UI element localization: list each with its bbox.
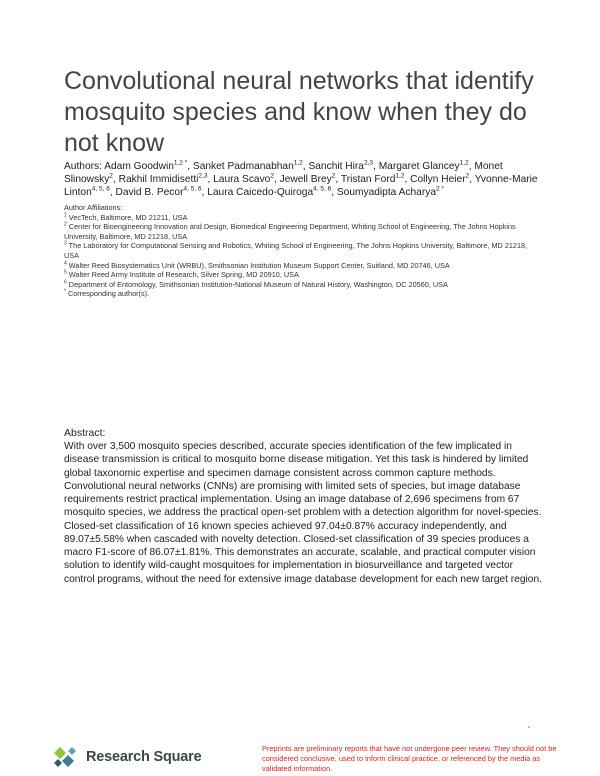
affiliations-block — [64, 203, 544, 299]
research-square-logo[interactable] — [52, 744, 201, 770]
author-name: Monet Slinowsky — [64, 161, 503, 186]
author-name: Rakhil Immidisetti — [118, 174, 199, 186]
affiliation-item — [64, 261, 544, 271]
affiliation-marker: * — [64, 288, 66, 295]
author-affiliation-marker: 1,2 — [293, 159, 303, 167]
affiliation-text: Department of Entomology, Smithsonian Institution-National Museum of Natural History, Washington, DC 20560, USA — [66, 279, 448, 289]
affiliation-item — [64, 280, 544, 290]
author-affiliation-marker: 1,2 * — [173, 159, 188, 167]
affiliation-marker: 1 — [64, 212, 67, 219]
affiliation-item — [64, 222, 544, 241]
author-name: Sanket Padmanabhan — [192, 161, 294, 172]
abstract-text: With over 3,500 mosquito species described, accurate species identification of the few implicated in disease transmission is critical to mosquito borne disease mitigation. Yet this task is hindered by limited global taxonomic expertise and specimen damage consistent across common capture methods. Convolutional neural networks (CNNs) are promising with limited sets of species, but image database requirements restrict practical implementation. Using an image database of 2,696 specimens from 67 mosquito species, we address the practical open-set problem with a detection algorithm for novel-species. Closed-set classification of 16 known species achieved 97.04±0.87% accuracy independently, and 89.07±5.58% when cascaded with novelty detection. Closed-set classification of 39 species produces a macro F1-score of 86.07±1.81%. This demonstrates an accurate, scalable, and practical computer vision solution to identify wild-caught mosquitoes for implementation in biosurveillance and targeted vector control programs, without the need for extensive image database development for each new target region. — [64, 441, 542, 585]
author-name: Laura Caicedo-Quiroga — [207, 187, 314, 199]
author-affiliation-marker: 2,3 — [198, 172, 208, 180]
author-affiliation-marker: 2 — [331, 172, 336, 180]
author-name: Laura Scavo — [213, 174, 271, 186]
author-name: Adam Goodwin — [104, 161, 174, 172]
affiliations-heading: Author Affiliations: — [64, 203, 123, 212]
author-affiliation-marker: 2,3 — [363, 159, 374, 167]
affiliation-text: Walter Reed Army Institute of Research, Silver Spring, MD 20910, USA — [66, 270, 299, 280]
affiliation-item — [64, 213, 544, 223]
page-mark — [528, 726, 530, 728]
affiliation-marker: 3 — [64, 240, 67, 247]
affiliation-text: Corresponding author(s). — [65, 289, 150, 299]
author-name: David B. Pecor — [115, 187, 184, 199]
author-name: Yvonne-Marie Linton — [64, 174, 538, 199]
author-affiliation-marker: 1,2 — [395, 172, 405, 180]
affiliation-marker: 2 — [64, 221, 67, 228]
author-affiliation-marker: 2 — [465, 172, 470, 180]
authors-label: Authors: — [64, 161, 105, 172]
author-name: Sanchit Hira — [308, 161, 364, 172]
author-name: Margaret Glancey — [378, 161, 460, 172]
author-affiliation-marker: 1,2 — [459, 159, 469, 167]
affiliation-text: Walter Reed Biosystematics Unit (WRBU), Smithsonian Institution Museum Support Center, Suitland, MD 20746, USA — [66, 260, 450, 270]
author-affiliation-marker: 2 * — [435, 186, 444, 194]
logo-text: Research Square — [86, 749, 202, 765]
author-name: Soumyadipta Acharya — [336, 187, 436, 199]
author-name: Jewell Brey — [279, 174, 332, 186]
author-list: Authors: Adam Goodwin$^{1,2 *}$, Sanket Padmanabhan$^{1,2}$, Sanchit Hira$^{2,3}$, Margaret Glancey$^{1,2}$, Monet Slinowsky$^2$, Rakhil Immidisetti$^{2,3}$, Laura Scavo$^2$, Jewell Brey$^2$, Tristan Ford$^{1,2}$, Collyn Heier$^2$, Yvonne-Marie Linton$^{4, 5, 6}$, David B. Pecor$^{4, 5, 6}$, Laura Caicedo-Quiroga$^{4, 5, 6}$, Soumyadipta Acharya$^{2 *}$ — [64, 159, 538, 199]
affiliation-marker: 4 — [64, 260, 67, 267]
author-name: Collyn Heier — [410, 174, 466, 186]
author-affiliation-marker: 4, 5, 6 — [183, 186, 202, 194]
preprint-notice: Preprints are preliminary reports that have not undergone peer review. They should not be considered conclusive, used to inform clinical practice, or referenced by the media as validated information. — [262, 744, 557, 773]
affiliation-marker: 6 — [64, 279, 67, 286]
affiliation-text: Center for Bioengineering Innovation and Design, Biomedical Engineering Department, Whiting School of Engineering, The Johns Hopkins University, Baltimore, MD 21218, USA — [64, 222, 516, 241]
affiliation-item — [64, 241, 544, 260]
author-affiliation-marker: 2 — [109, 172, 113, 180]
research-square-logo-icon — [52, 744, 80, 770]
author-affiliation-marker: 4, 5, 6 — [313, 186, 332, 194]
author-affiliation-marker: 2 — [270, 172, 274, 180]
affiliation-text: VecTech, Baltimore, MD 21211, USA — [66, 212, 188, 222]
affiliation-item — [64, 289, 544, 299]
affiliation-text: The Laboratory for Computational Sensing and Robotics, Whiting School of Engineering, The Johns Hopkins University, Baltimore, MD 21218, USA — [64, 241, 528, 260]
author-affiliation-marker: 4, 5, 6 — [91, 186, 110, 194]
paper-title: Convolutional neural networks that identify mosquito species and know when they do not know — [64, 67, 534, 157]
affiliation-marker: 5 — [64, 269, 67, 276]
abstract-heading: Abstract: — [64, 427, 106, 439]
author-name: Tristan Ford — [340, 174, 396, 186]
affiliation-item — [64, 270, 544, 280]
